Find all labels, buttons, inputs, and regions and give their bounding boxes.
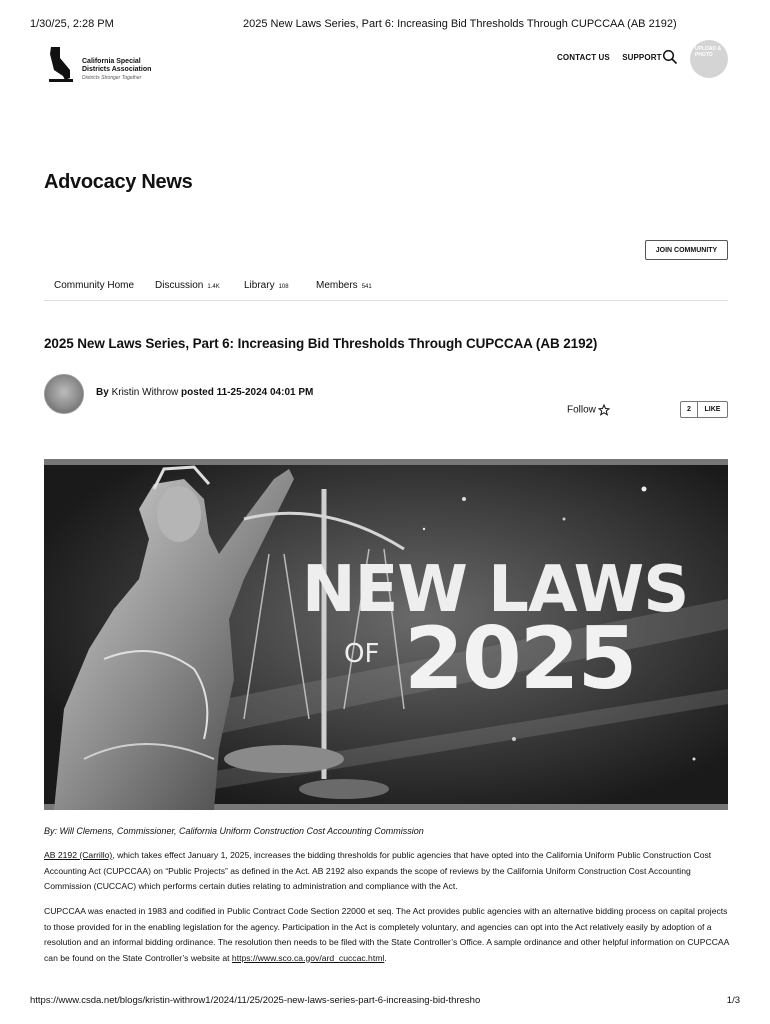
avatar[interactable]: [44, 374, 84, 414]
follow-button[interactable]: [567, 404, 610, 416]
search-icon[interactable]: [662, 49, 678, 65]
like-button[interactable]: [680, 401, 728, 418]
hero-year: 2025: [404, 609, 636, 709]
tab-label: Discussion: [155, 280, 204, 291]
ab-2192-link[interactable]: AB 2192 (Carrillo): [44, 850, 113, 860]
tab-count: 108: [278, 284, 289, 290]
article-credit: By: Will Clemens, Commissioner, California Uniform Construction Cost Accounting Commission: [44, 826, 424, 836]
posted-date: 11-25-2024 04:01 PM: [216, 387, 314, 398]
logo-text: [82, 58, 151, 74]
support-link[interactable]: SUPPORT: [622, 53, 662, 62]
print-datetime: 1/30/25, 2:28 PM: [30, 18, 114, 30]
tab-discussion[interactable]: [155, 280, 220, 291]
star-icon: [598, 404, 610, 416]
post-title: 2025 New Laws Series, Part 6: Increasing Bid Thresholds Through CUPCCAA (AB 2192): [44, 336, 598, 351]
posted-label: posted: [181, 387, 214, 398]
tab-count: 541: [361, 284, 372, 290]
hero-of: OF: [344, 639, 380, 669]
tab-label: Library: [244, 280, 275, 291]
print-url: https://www.csda.net/blogs/kristin-withrow1/2024/11/25/2025-new-laws-series-part-6-increasing-bid-thresho: [30, 995, 481, 1006]
join-community-button[interactable]: JOIN COMMUNITY: [645, 240, 728, 260]
upload-photo-badge[interactable]: [690, 40, 728, 78]
california-state-icon: [48, 46, 74, 82]
logo-line-1: California Special: [82, 58, 141, 65]
tab-community-home[interactable]: [54, 280, 134, 291]
author-link[interactable]: Kristin Withrow: [111, 387, 179, 398]
top-nav: [557, 53, 672, 62]
like-count: 2: [681, 402, 698, 417]
post-byline: [96, 387, 313, 398]
hero-title: NEW LAWS: [302, 553, 689, 627]
tab-count: 1.4K: [207, 284, 220, 290]
contact-us-link[interactable]: CONTACT US: [557, 53, 610, 62]
tab-members[interactable]: [316, 280, 372, 291]
follow-label: Follow: [567, 404, 596, 416]
print-header: [30, 18, 740, 32]
badge-label: UPLOAD & PHOTO: [695, 46, 722, 58]
print-page-number: 1/3: [726, 995, 740, 1006]
tabs-divider: [44, 300, 728, 301]
by-label: By: [96, 387, 109, 398]
csda-logo[interactable]: [48, 46, 158, 86]
print-page-title: 2025 New Laws Series, Part 6: Increasing Bid Thresholds Through CUPCCAA (AB 2192): [243, 18, 677, 30]
paragraph-2-text: CUPCCAA was enacted in 1983 and codified in Public Contract Code Section 22000 et seq. The Act provides public agencies with an alternative bidding process on capital projects to those provided for in the enabling legislation for the agency. Participation in the Act is completely voluntary, and agencies can opt into the Act relatively easily by adoption of a resolution and an informal bidding ordinance. The resolution then needs to be filed with the State Controller’s Office. A sample ordinance and other helpful information on CUPCCAA can be found on the State Controller’s website at: [44, 906, 729, 963]
logo-tagline: Districts Stronger Together: [82, 75, 142, 81]
paragraph-2-end: .: [384, 952, 387, 963]
article-paragraph-1: [44, 848, 730, 895]
page-title: Advocacy News: [44, 171, 193, 193]
tab-label: Community Home: [54, 280, 135, 291]
paragraph-1-text: , which takes effect January 1, 2025, increases the bidding thresholds for public agencies that have opted into the California Uniform Public Construction Cost Accounting Act (CUPCCAA) on “Public Projects” as defined in the Act. AB 2192 also expands the scope of reviews by the California Uniform Construction Cost Accounting Commission (CUCCAC) which performs certain duties relating to administration and compliance with the Act.: [44, 850, 712, 891]
like-label: LIKE: [704, 406, 721, 413]
article-paragraph-2: [44, 904, 730, 966]
logo-line-2: Districts Association: [82, 66, 152, 73]
sco-website-link[interactable]: https://www.sco.ca.gov/ard_cuccac.html: [231, 952, 385, 963]
hero-image: [44, 459, 728, 810]
tab-label: Members: [316, 280, 358, 291]
tab-library[interactable]: [244, 280, 289, 291]
